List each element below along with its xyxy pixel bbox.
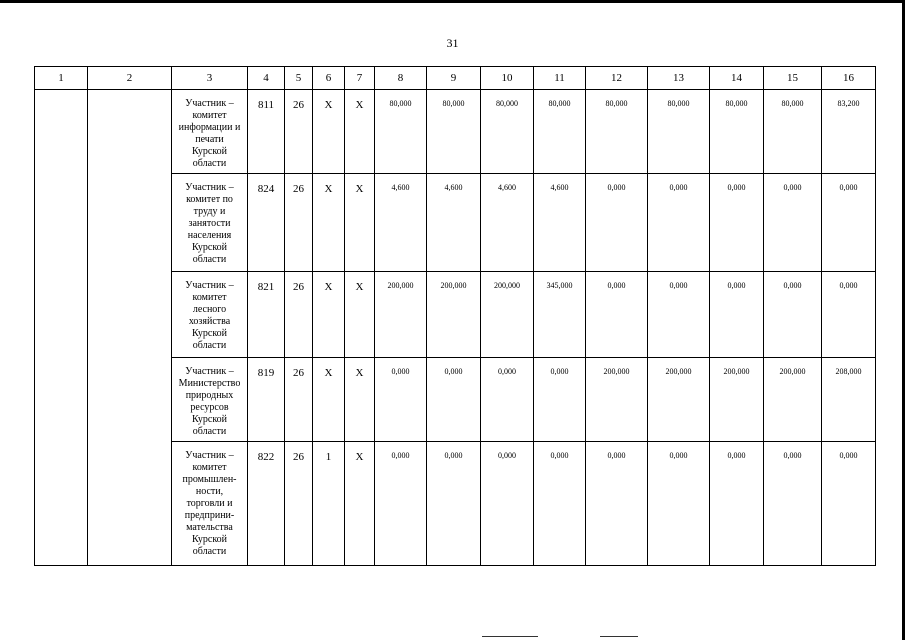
- mark-cell: X: [313, 90, 345, 174]
- value-cell: 200,000: [648, 358, 710, 442]
- header-cell: 11: [534, 67, 586, 90]
- participant-line: области: [192, 254, 227, 265]
- mark-cell: X: [345, 90, 375, 174]
- header-cell: 10: [481, 67, 534, 90]
- budget-table: [34, 66, 876, 566]
- code-cell: 26: [285, 442, 313, 566]
- participant-line: лесного: [192, 304, 227, 315]
- value-cell: 4,600: [534, 174, 586, 272]
- participant-line: комитет по: [186, 194, 233, 205]
- scan-artifact-line: [600, 636, 638, 637]
- code-cell: 26: [285, 174, 313, 272]
- participant-line: хозяйства: [188, 316, 231, 327]
- code-cell: 26: [285, 358, 313, 442]
- value-cell: 4,600: [375, 174, 427, 272]
- participant-line: Курской: [191, 328, 228, 339]
- mark-cell: X: [345, 174, 375, 272]
- header-cell: 9: [427, 67, 481, 90]
- participant-cell: [172, 174, 248, 272]
- col1-merged-cell: [35, 90, 88, 566]
- value-cell: 345,000: [534, 272, 586, 358]
- value-cell: 0,000: [586, 174, 648, 272]
- header-row: [35, 67, 876, 90]
- participant-line: занятости: [188, 218, 231, 229]
- code-cell: 26: [285, 272, 313, 358]
- scan-artifact-line: [482, 636, 538, 637]
- table-row: [35, 90, 876, 174]
- header-cell: 12: [586, 67, 648, 90]
- value-cell: 0,000: [427, 442, 481, 566]
- mark-cell: X: [345, 358, 375, 442]
- participant-line: мательства: [186, 522, 233, 533]
- value-cell: 0,000: [710, 272, 764, 358]
- value-cell: 0,000: [375, 442, 427, 566]
- participant-line: печати: [195, 134, 224, 145]
- participant-cell: [172, 90, 248, 174]
- header-cell: 3: [172, 67, 248, 90]
- code-cell: 819: [248, 358, 285, 442]
- participant-line: ресурсов: [190, 402, 229, 413]
- participant-line: комитет: [192, 110, 227, 121]
- value-cell: 0,000: [822, 174, 876, 272]
- value-cell: 200,000: [427, 272, 481, 358]
- value-cell: 0,000: [648, 272, 710, 358]
- participant-cell: [172, 272, 248, 358]
- participant-line: предприни-: [184, 510, 235, 521]
- value-cell: 0,000: [375, 358, 427, 442]
- header-cell: 1: [35, 67, 88, 90]
- value-cell: 0,000: [534, 442, 586, 566]
- participant-line: Участник –: [185, 280, 234, 291]
- value-cell: 83,200: [822, 90, 876, 174]
- scan-top-border: [0, 0, 905, 3]
- participant-line: труду и: [193, 206, 226, 217]
- code-cell: 811: [248, 90, 285, 174]
- page-number: 31: [446, 36, 459, 50]
- mark-cell: X: [345, 442, 375, 566]
- value-cell: 208,000: [822, 358, 876, 442]
- participant-line: Министерство: [178, 378, 241, 389]
- participant-line: Участник –: [185, 182, 234, 193]
- participant-line: природных: [185, 390, 234, 401]
- header-cell: 4: [248, 67, 285, 90]
- participant-line: комитет: [192, 462, 227, 473]
- value-cell: 80,000: [481, 90, 534, 174]
- header-cell: 2: [88, 67, 172, 90]
- participant-line: комитет: [192, 292, 227, 303]
- header-cell: 7: [345, 67, 375, 90]
- participant-line: области: [192, 340, 227, 351]
- code-cell: 822: [248, 442, 285, 566]
- value-cell: 80,000: [710, 90, 764, 174]
- value-cell: 200,000: [586, 358, 648, 442]
- value-cell: 0,000: [764, 442, 822, 566]
- mark-cell: X: [313, 358, 345, 442]
- mark-cell: X: [313, 272, 345, 358]
- value-cell: 80,000: [586, 90, 648, 174]
- value-cell: 0,000: [822, 442, 876, 566]
- participant-line: Курской: [191, 242, 228, 253]
- value-cell: 0,000: [427, 358, 481, 442]
- mark-cell: X: [313, 174, 345, 272]
- value-cell: 200,000: [710, 358, 764, 442]
- participant-line: Курской: [191, 146, 228, 157]
- value-cell: 0,000: [534, 358, 586, 442]
- value-cell: 200,000: [481, 272, 534, 358]
- value-cell: 0,000: [822, 272, 876, 358]
- participant-line: информации и: [178, 122, 241, 133]
- value-cell: 0,000: [764, 174, 822, 272]
- value-cell: 0,000: [648, 174, 710, 272]
- participant-line: области: [192, 426, 227, 437]
- code-cell: 824: [248, 174, 285, 272]
- value-cell: 0,000: [648, 442, 710, 566]
- participant-line: промышлен-: [182, 474, 237, 485]
- header-cell: 5: [285, 67, 313, 90]
- value-cell: 80,000: [764, 90, 822, 174]
- value-cell: 0,000: [764, 272, 822, 358]
- participant-line: Участник –: [185, 450, 234, 461]
- mark-cell: 1: [313, 442, 345, 566]
- value-cell: 4,600: [427, 174, 481, 272]
- value-cell: 0,000: [481, 358, 534, 442]
- participant-line: населения: [187, 230, 232, 241]
- header-cell: 13: [648, 67, 710, 90]
- value-cell: 0,000: [586, 442, 648, 566]
- header-cell: 8: [375, 67, 427, 90]
- participant-line: области: [192, 158, 227, 169]
- value-cell: 0,000: [481, 442, 534, 566]
- header-cell: 6: [313, 67, 345, 90]
- participant-line: ности,: [195, 486, 224, 497]
- value-cell: 80,000: [534, 90, 586, 174]
- value-cell: 80,000: [648, 90, 710, 174]
- mark-cell: X: [345, 272, 375, 358]
- value-cell: 4,600: [481, 174, 534, 272]
- participant-cell: [172, 442, 248, 566]
- value-cell: 200,000: [764, 358, 822, 442]
- value-cell: 200,000: [375, 272, 427, 358]
- header-cell: 15: [764, 67, 822, 90]
- value-cell: 0,000: [710, 442, 764, 566]
- participant-line: Курской: [191, 534, 228, 545]
- participant-line: торговли и: [186, 498, 233, 509]
- participant-cell: [172, 358, 248, 442]
- header-cell: 16: [822, 67, 876, 90]
- code-cell: 26: [285, 90, 313, 174]
- participant-line: Курской: [191, 414, 228, 425]
- value-cell: 80,000: [375, 90, 427, 174]
- participant-line: Участник –: [185, 366, 234, 377]
- participant-line: Участник –: [185, 98, 234, 109]
- col2-merged-cell: [88, 90, 172, 566]
- value-cell: 80,000: [427, 90, 481, 174]
- value-cell: 0,000: [586, 272, 648, 358]
- value-cell: 0,000: [710, 174, 764, 272]
- code-cell: 821: [248, 272, 285, 358]
- participant-line: области: [192, 546, 227, 557]
- header-cell: 14: [710, 67, 764, 90]
